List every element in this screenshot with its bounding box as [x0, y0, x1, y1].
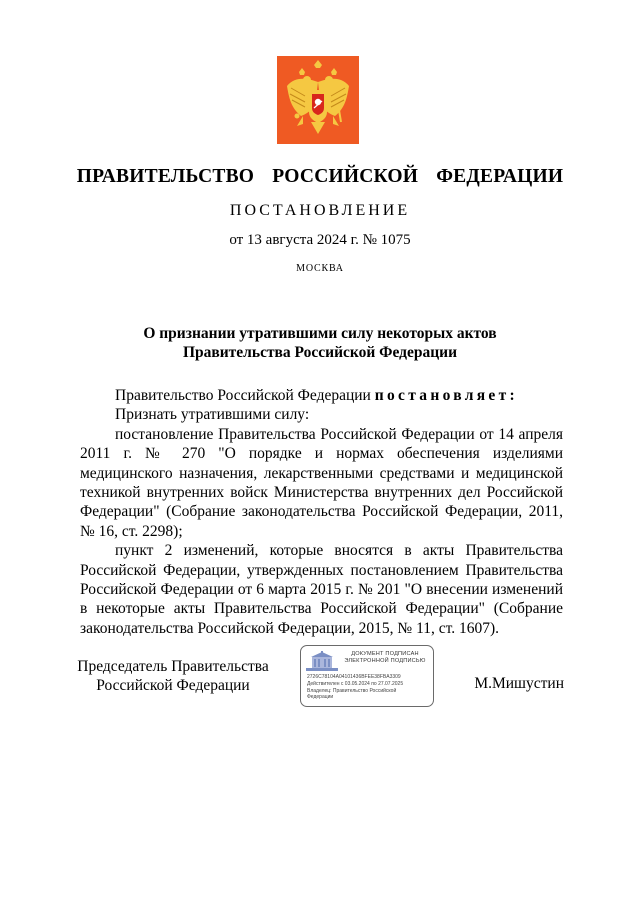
body-paragraph-4: пункт 2 изменений, которые вносятся в акты Правительства Российской Федерации, утвержденных постановлением Правительства Российской Федерации от 6 марта 2015 г. № 201 "О внесении изменений в некоторые акты Правительства Российской Федерации" (Собрание законодательства Российской Федерации, 2015, № 11, ст. 1607). — [80, 542, 563, 637]
electronic-signature-stamp — [300, 645, 434, 707]
government-building-icon — [306, 651, 338, 671]
document-body — [80, 386, 563, 638]
body-paragraph-2: Признать утратившими силу: — [115, 406, 310, 424]
signer-title — [60, 657, 286, 695]
document-type: ПОСТАНОВЛЕНИЕ — [229, 202, 411, 219]
stamp-details — [307, 674, 431, 701]
stamp-owner-line-1: Владелец: Правительство Российской — [307, 687, 397, 694]
stamp-owner-line-2: Федерации — [307, 694, 334, 701]
coat-of-arms-icon — [277, 56, 359, 144]
document-subject — [0, 324, 640, 362]
subject-line-2: Правительства Российской Федерации — [182, 344, 458, 361]
stamp-title-line-1: ДОКУМЕНТ ПОДПИСАН — [351, 651, 419, 657]
body-paragraph-1: Правительство Российской Федерации постановляет: — [115, 387, 518, 404]
stamp-title — [339, 651, 431, 666]
signer-title-line-1: Председатель Правительства — [77, 658, 269, 675]
body-paragraph-3: постановление Правительства Российской Федерации от 14 апреля 2011 г. № 270 "О порядке и нормах обеспечения изделиями медицинского назначения, лекарственными средствами и медицинской техникой внутренних войск Министерства внутренних дел Российской Федерации" (Собрание законодательства Российской Федерации, 2011, № 16, ст. 2298); — [80, 425, 563, 540]
signer-name: М.Мишустин — [474, 675, 564, 692]
decree-word: постановляет: — [374, 387, 518, 404]
stamp-validity: Действителен с 03.05.2024 по 27.07.2025 — [307, 680, 404, 687]
subject-line-1: О признании утратившими силу некоторых актов — [143, 325, 497, 342]
signer-title-line-2: Российской Федерации — [96, 677, 250, 694]
document-city: МОСКВА — [296, 263, 344, 274]
stamp-title-line-2: ЭЛЕКТРОННОЙ ПОДПИСЬЮ — [344, 658, 426, 665]
stamp-certificate: 2726C78104A04101436BFEE38FBA3309 — [307, 674, 401, 680]
organization-title: ПРАВИТЕЛЬСТВО РОССИЙСКОЙ ФЕДЕРАЦИИ — [76, 166, 564, 187]
document-date-number: от 13 августа 2024 г. № 1075 — [229, 232, 411, 248]
